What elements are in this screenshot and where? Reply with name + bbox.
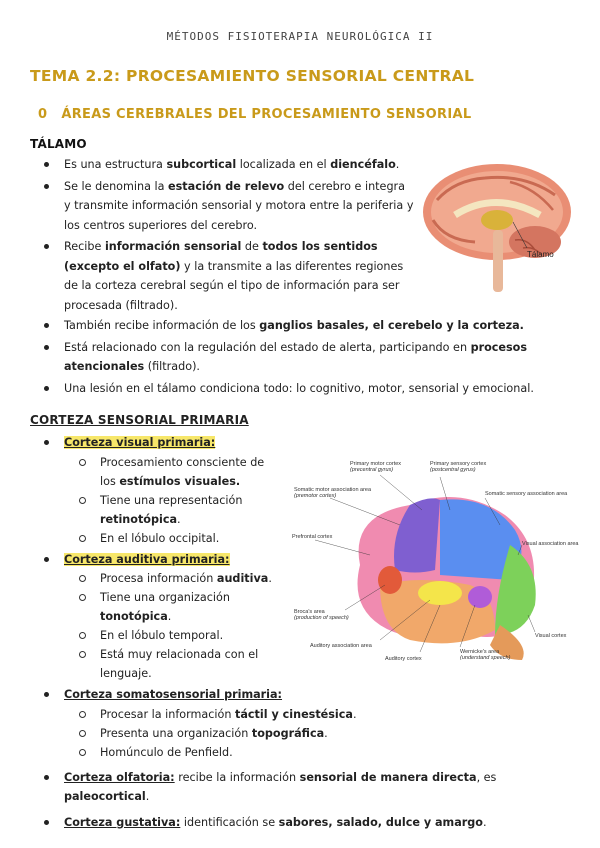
thalamus-brain-image	[415, 160, 585, 300]
visual-cortex-label: Corteza visual primaria:	[64, 436, 216, 449]
diagram-label-visual-cortex: Visual cortex	[535, 633, 567, 639]
sub-list-item: Presenta una organización topográfica.	[64, 724, 580, 743]
auditory-cortex-label: Corteza auditiva primaria:	[64, 552, 230, 566]
diagram-label-auditory-cortex: Auditory cortex	[385, 656, 422, 662]
list-item: Recibe información sensorial de todos los sentidos (excepto el olfato) y la transmite a las diferentes regiones de la corteza cerebral según el tipo de información para ser procesada (filtrado).	[40, 237, 415, 315]
list-item: Se le denomina la estación de relevo del cerebro e integra y transmite información sensorial y motora entre la periferia y los centros superiores del cerebro.	[40, 177, 415, 236]
list-item: Está relacionado con la regulación del estado de alerta, participando en procesos atencionales (filtrado).	[40, 338, 534, 377]
diagram-label-brocas: Broca's area	[294, 609, 325, 615]
sub-list-item: Está muy relacionada con el lenguaje.	[64, 645, 280, 683]
talamo-list	[40, 155, 415, 315]
corteza-list-1	[40, 433, 280, 683]
list-item: Una lesión en el tálamo condiciona todo: lo cognitivo, motor, sensorial y emocional.	[40, 379, 560, 399]
sub-list-item: En el lóbulo temporal.	[64, 626, 280, 645]
list-item: Corteza olfatoria: recibe la información sensorial de manera directa, es paleocortical.	[40, 768, 580, 807]
sub-list-item: Tiene una organización tonotópica.	[64, 588, 280, 626]
sub-list-item: Procesamiento consciente de los estímulos visuales.	[64, 453, 280, 491]
diagram-label-primary-sensory-sub: (postcentral gyrus)	[430, 467, 476, 473]
sub-list-item: Procesar la información táctil y cinestésica.	[64, 705, 580, 724]
page-header: MÉTODOS FISIOTERAPIA NEUROLÓGICA II	[166, 30, 434, 43]
list-item: Corteza gustativa: identificación se sabores, salado, dulce y amargo.	[40, 813, 580, 833]
olfactory-cortex-label: Corteza olfatoria:	[64, 770, 175, 784]
diagram-label-prefrontal: Prefrontal cortex	[292, 534, 333, 540]
list-item	[40, 433, 280, 548]
corteza-list-2	[40, 685, 580, 832]
talamo-list-2	[40, 316, 560, 398]
sub-list-item: Procesa información auditiva.	[64, 569, 280, 588]
section-title	[38, 107, 471, 122]
sub-list-item: Tiene una representación retinotópica.	[64, 491, 280, 529]
diagram-label-somatic-motor-assoc-sub: (premotor cortex)	[294, 493, 337, 499]
sub-list-item: Homúnculo de Penfield.	[64, 743, 580, 762]
sub-list-item: En el lóbulo occipital.	[64, 529, 280, 548]
cortex-areas-diagram	[290, 455, 580, 675]
topic-title: TEMA 2.2: PROCESAMIENTO SENSORIAL CENTRAL	[30, 67, 475, 85]
corteza-heading: CORTEZA SENSORIAL PRIMARIA	[30, 413, 249, 427]
list-item	[40, 550, 280, 684]
diagram-label-somatic-motor-assoc: Somatic motor association area	[294, 487, 372, 493]
diagram-label-auditory-assoc: Auditory association area	[310, 643, 372, 649]
somatosensory-cortex-label: Corteza somatosensorial primaria:	[64, 688, 283, 701]
diagram-label-wernickes-sub: (understand speech)	[460, 655, 511, 661]
talamo-heading: TÁLAMO	[30, 137, 87, 151]
list-item: Es una estructura subcortical localizada en el diencéfalo.	[40, 155, 415, 175]
diagram-label-somatic-sensory-assoc: Somatic sensory association area	[485, 491, 568, 497]
thalamus-label: Tálamo	[527, 250, 554, 259]
diagram-label-primary-motor: Primary motor cortex	[350, 461, 402, 467]
list-item	[40, 685, 580, 762]
diagram-label-brocas-sub: (production of speech)	[294, 615, 349, 621]
list-item: También recibe información de los ganglios basales, el cerebelo y la corteza.	[40, 316, 560, 336]
diagram-label-primary-sensory: Primary sensory cortex	[430, 461, 487, 467]
section-number: 0	[38, 107, 48, 122]
diagram-label-visual-assoc: Visual association area	[522, 541, 579, 547]
section-text: ÁREAS CEREBRALES DEL PROCESAMIENTO SENSORIAL	[61, 107, 472, 122]
diagram-label-primary-motor-sub: (precentral gyrus)	[350, 467, 394, 473]
gustatory-cortex-label: Corteza gustativa:	[64, 815, 181, 829]
diagram-label-wernickes: Wernicke's area	[460, 649, 500, 655]
